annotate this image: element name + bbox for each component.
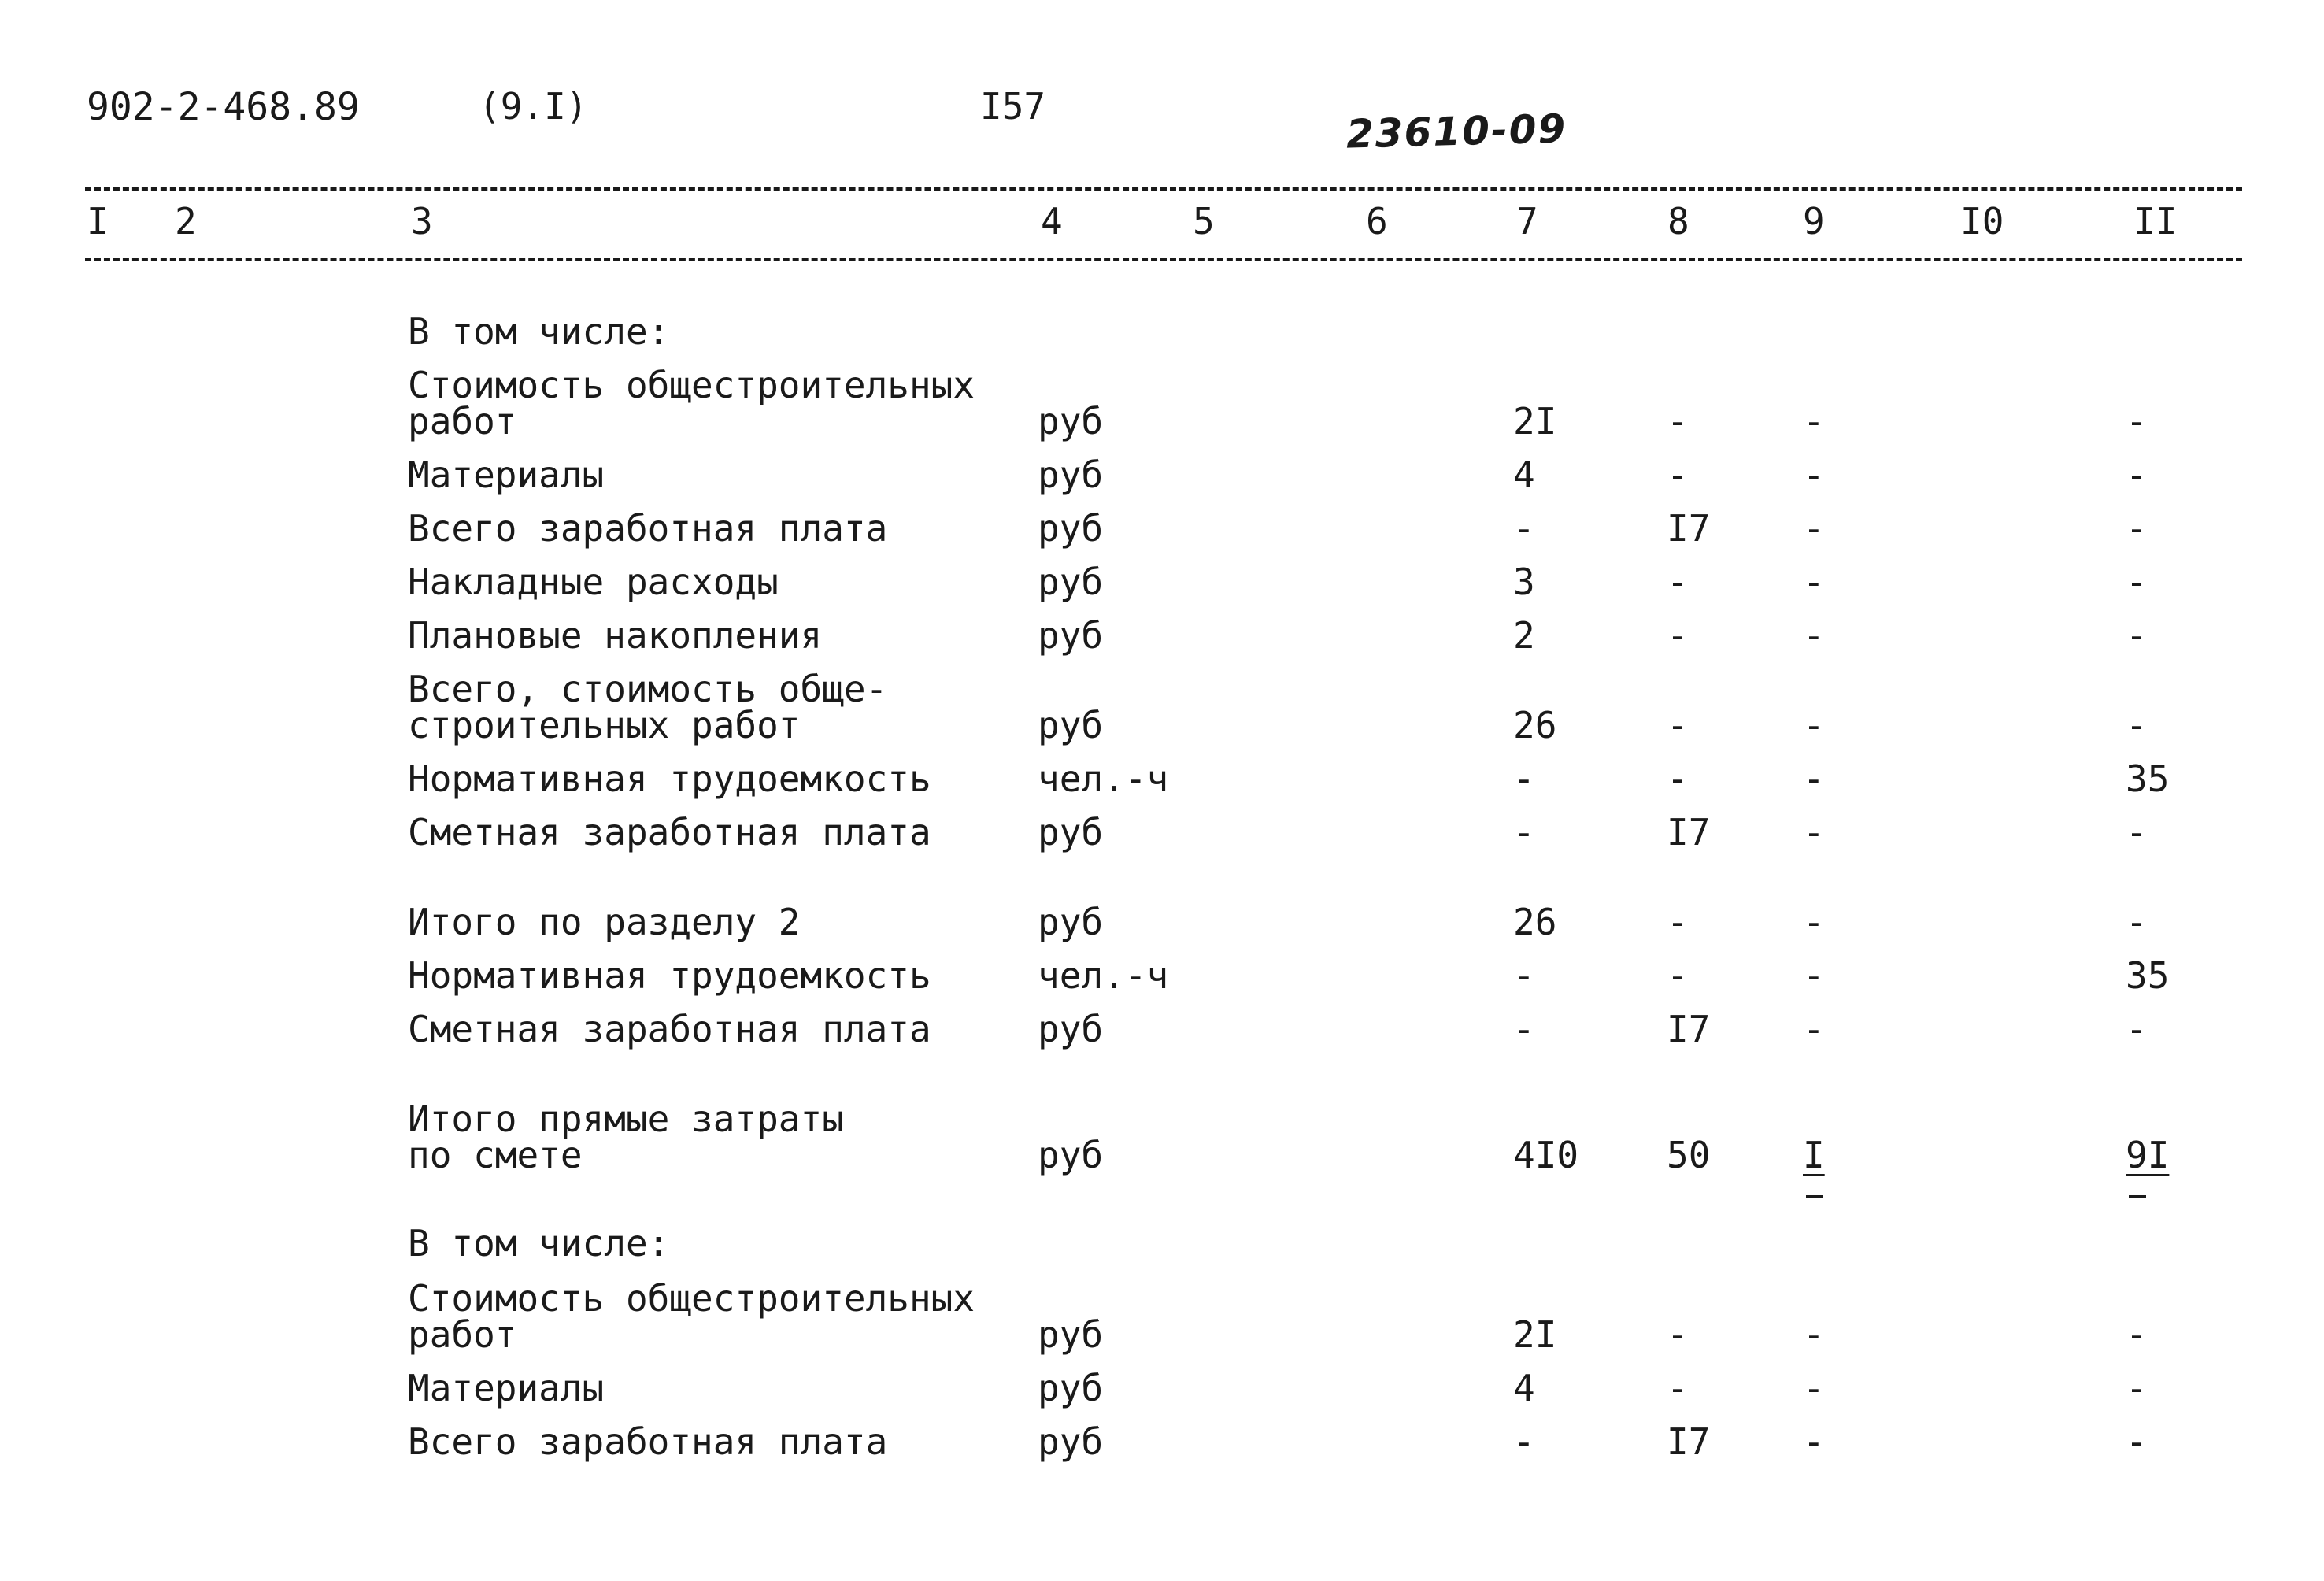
- row-value-col8: -: [1667, 614, 1689, 657]
- row-label: Плановые накопления: [408, 614, 823, 657]
- row-unit: руб: [1038, 454, 1104, 496]
- row-label: Материалы: [408, 454, 605, 496]
- document-code: 902-2-468.89: [87, 85, 360, 129]
- row-value-col9: -: [1803, 757, 1825, 800]
- row-label: Накладные расходы: [408, 561, 779, 603]
- row-label: Всего, стоимость обще-: [408, 668, 888, 710]
- row-unit: руб: [1038, 507, 1104, 550]
- row-value-col9: -: [1803, 811, 1825, 853]
- row-value-col9: -: [1803, 454, 1825, 496]
- row-value-col7: 2: [1513, 614, 1535, 657]
- row-value-col8: -: [1667, 1367, 1689, 1409]
- inventory-stamp: 23610-09: [1345, 106, 1568, 157]
- row-unit: руб: [1038, 704, 1104, 746]
- column-number: 3: [411, 200, 433, 243]
- row-unit: чел.-ч: [1038, 954, 1169, 997]
- header-rule-bottom: [85, 258, 2242, 261]
- row-label: В том числе:: [408, 310, 670, 353]
- row-label: Стоимость общестроительных: [408, 364, 975, 406]
- row-label: Материалы: [408, 1367, 605, 1409]
- row-value-col9: -: [1803, 1420, 1825, 1463]
- column-number: 8: [1667, 200, 1689, 243]
- row-value-col7: 4: [1513, 454, 1535, 496]
- row-label: Всего заработная плата: [408, 507, 888, 550]
- row-value-col8: -: [1667, 561, 1689, 603]
- row-value-col11: -: [2126, 1367, 2148, 1409]
- row-value-col11: -: [2126, 704, 2148, 746]
- row-value-col7: -: [1513, 507, 1535, 550]
- row-value-col8: I7: [1667, 1008, 1711, 1050]
- row-label: Нормативная трудоемкость: [408, 757, 931, 800]
- row-value-col9: -: [1803, 901, 1825, 943]
- row-label: Стоимость общестроительных: [408, 1277, 975, 1320]
- row-value-col11: -: [2126, 561, 2148, 603]
- row-label: Итого прямые затраты: [408, 1098, 844, 1140]
- row-value-col8: -: [1667, 400, 1689, 442]
- row-value-col8: -: [1667, 954, 1689, 997]
- row-value-col7: 3: [1513, 561, 1535, 603]
- row-value-col8: I7: [1667, 507, 1711, 550]
- row-label-continued: работ: [408, 400, 517, 442]
- page-number: I57: [980, 85, 1046, 128]
- row-value-col7: -: [1513, 811, 1535, 853]
- underline-mark: [1806, 1195, 1823, 1198]
- row-value-col11: 35: [2126, 757, 2170, 800]
- row-value-col7: 4: [1513, 1367, 1535, 1409]
- row-value-col7: -: [1513, 1420, 1535, 1463]
- row-unit: руб: [1038, 1367, 1104, 1409]
- row-value-col8: -: [1667, 704, 1689, 746]
- column-number: I0: [1960, 200, 2004, 243]
- row-value-col7: 4I0: [1513, 1134, 1579, 1176]
- row-value-col8: I7: [1667, 1420, 1711, 1463]
- row-value-col9: -: [1803, 561, 1825, 603]
- row-label-continued: по смете: [408, 1134, 583, 1176]
- row-value-col7: -: [1513, 954, 1535, 997]
- row-value-col7: -: [1513, 1008, 1535, 1050]
- row-unit: руб: [1038, 400, 1104, 442]
- row-label: Всего заработная плата: [408, 1420, 888, 1463]
- row-value-col11: -: [2126, 507, 2148, 550]
- column-number: II: [2133, 200, 2178, 243]
- row-value-col11: 35: [2126, 954, 2170, 997]
- row-value-col8: -: [1667, 757, 1689, 800]
- underline-mark: [2129, 1195, 2146, 1198]
- row-unit: руб: [1038, 811, 1104, 853]
- column-number: 4: [1041, 200, 1063, 243]
- row-unit: руб: [1038, 614, 1104, 657]
- row-value-col8: -: [1667, 1313, 1689, 1356]
- row-unit: руб: [1038, 1134, 1104, 1176]
- row-label: В том числе:: [408, 1222, 670, 1264]
- row-value-col7: 2I: [1513, 1313, 1557, 1356]
- row-label-continued: строительных работ: [408, 704, 801, 746]
- row-value-col7: 26: [1513, 704, 1557, 746]
- row-value-col11: 9I: [2126, 1134, 2170, 1176]
- column-number: 7: [1516, 200, 1538, 243]
- row-label: Нормативная трудоемкость: [408, 954, 931, 997]
- row-value-col11: -: [2126, 811, 2148, 853]
- row-value-col11: -: [2126, 1420, 2148, 1463]
- row-label: Итого по разделу 2: [408, 901, 801, 943]
- row-value-col7: 2I: [1513, 400, 1557, 442]
- row-value-col11: -: [2126, 400, 2148, 442]
- header-rule-top: [85, 187, 2242, 191]
- column-number: 5: [1193, 200, 1215, 243]
- column-number: I: [87, 200, 109, 243]
- row-value-col11: -: [2126, 454, 2148, 496]
- row-value-col9: -: [1803, 614, 1825, 657]
- row-label-continued: работ: [408, 1313, 517, 1356]
- row-unit: руб: [1038, 1420, 1104, 1463]
- row-value-col7: -: [1513, 757, 1535, 800]
- row-value-col11: -: [2126, 1008, 2148, 1050]
- row-value-col11: -: [2126, 901, 2148, 943]
- column-number: 9: [1803, 200, 1825, 243]
- row-value-col9: -: [1803, 1313, 1825, 1356]
- row-value-col9: -: [1803, 400, 1825, 442]
- row-value-col11: -: [2126, 614, 2148, 657]
- column-number: 6: [1366, 200, 1388, 243]
- row-value-col9: -: [1803, 704, 1825, 746]
- row-unit: руб: [1038, 901, 1104, 943]
- row-unit: руб: [1038, 1313, 1104, 1356]
- section-number: (9.I): [479, 85, 588, 128]
- row-value-col8: 50: [1667, 1134, 1711, 1176]
- row-unit: руб: [1038, 1008, 1104, 1050]
- row-value-col9: -: [1803, 1367, 1825, 1409]
- row-value-col9: -: [1803, 507, 1825, 550]
- row-value-col8: -: [1667, 901, 1689, 943]
- row-value-col9: -: [1803, 954, 1825, 997]
- row-value-col8: I7: [1667, 811, 1711, 853]
- row-value-col11: -: [2126, 1313, 2148, 1356]
- row-value-col9: -: [1803, 1008, 1825, 1050]
- row-label: Сметная заработная плата: [408, 811, 931, 853]
- row-unit: руб: [1038, 561, 1104, 603]
- row-label: Сметная заработная плата: [408, 1008, 931, 1050]
- row-value-col7: 26: [1513, 901, 1557, 943]
- row-unit: чел.-ч: [1038, 757, 1169, 800]
- row-value-col8: -: [1667, 454, 1689, 496]
- row-value-col9: I: [1803, 1134, 1825, 1176]
- column-number: 2: [175, 200, 197, 243]
